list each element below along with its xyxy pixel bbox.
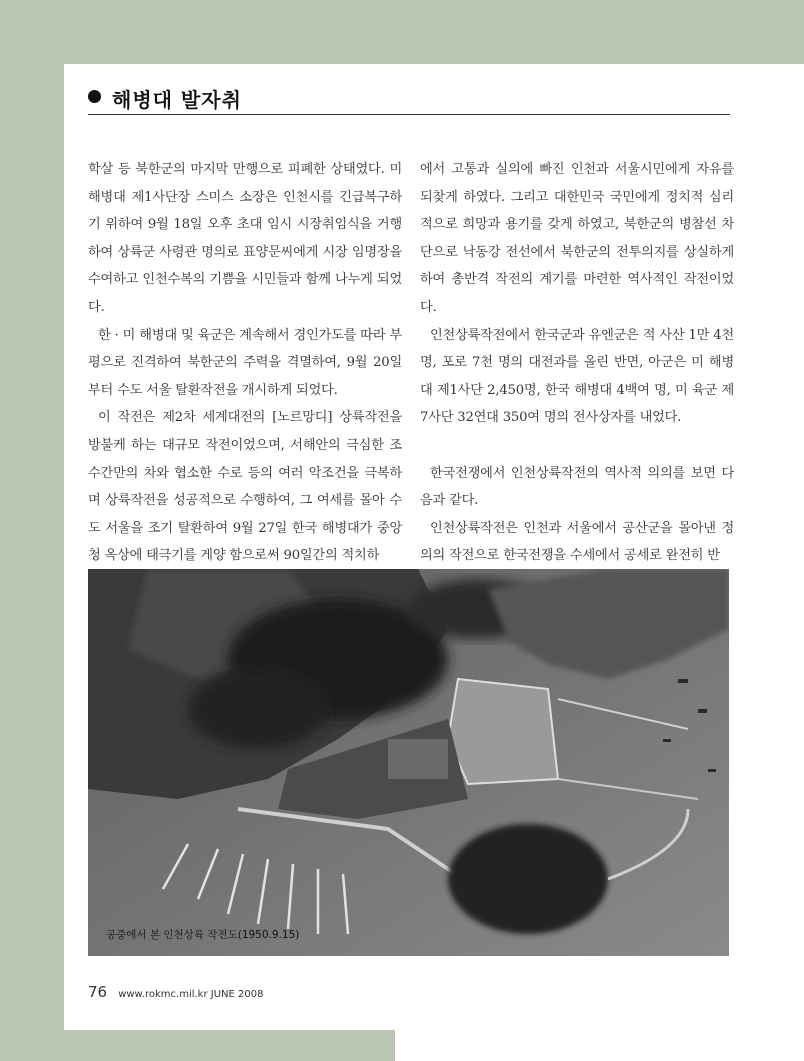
footer-site: www.rokmc.mil.kr JUNE 2008 [118,989,264,1000]
paragraph: 학살 등 북한군의 마지막 만행으로 피폐한 상태였다. 미 해병대 제1사단장 스미스 소장은 인천시를 긴급복구하기 위하여 9월 18일 오후 초대 임시 시장취임식을 거행하여 상륙군 사령관 명의로 표양문씨에게 시장 임명장을 수여하고 인천수복의 기쁨을 시민들과 함께 나누게 되었다. [88,162,402,315]
paragraph: 에서 고통과 실의에 빠진 인천과 서울시민에게 자유를 되찾게 하였다. 그리고 대한민국 국민에게 정치적 심리적으로 희망과 용기를 갖게 하였고, 북한군의 병참선 차단으로 낙동강 전선에서 북한군의 전투의지를 상실하게 하여 총반격 작전의 계기를 마련한 역사적인 작전이었다. [420,162,734,315]
aerial-photo-image [88,569,729,956]
paragraph: 한국전쟁에서 인천상륙작전의 역사적 의의를 보면 다음과 같다. [420,465,734,509]
page-extension [395,1030,804,1061]
page-footer [88,982,263,1001]
photo-caption: 공중에서 본 인천상륙 작전도(1950.9.15) [106,929,300,941]
right-column [420,156,734,570]
paragraph: 한 · 미 해병대 및 육군은 계속해서 경인가도를 따라 부평으로 진격하여 북한군의 주력을 격멸하여, 9월 20일부터 수도 서울 탈환작전을 개시하게 되었다. [88,327,402,398]
paragraph: 이 작전은 제2차 세계대전의 [노르망디] 상륙작전을 방불케 하는 대규모 작전이었으며, 서해안의 극심한 조수간만의 차와 협소한 수로 등의 여러 악조건을 극복하며 상륙작전을 성공적으로 수행하여, 그 여세를 몰아 수도 서울을 조기 탈환하여 9월 27일 한국 해병대가 중앙청 옥상에 태극기를 게양 함으로써 90일간의 적치하 [88,410,402,564]
section-header [88,84,730,115]
section-title: 해병대 발자취 [112,88,242,112]
paragraph: 인천상륙작전은 인천과 서울에서 공산군을 몰아낸 정의의 작전으로 한국전쟁을 수세에서 공세로 완전히 반 [420,520,734,564]
left-column [88,156,402,570]
page-number: 76 [88,983,108,1001]
page [64,64,804,1030]
aerial-photo [88,569,729,956]
bullet-dot-icon [88,90,101,103]
paragraph: 인천상륙작전에서 한국군과 유엔군은 적 사산 1만 4천명, 포로 7천 명의 대전과를 올린 반면, 아군은 미 해병대 제1사단 2,450명, 한국 해병대 4백여 명, 미 육군 제7사단 32연대 350여 명의 전사상자를 내었다. [420,327,734,426]
